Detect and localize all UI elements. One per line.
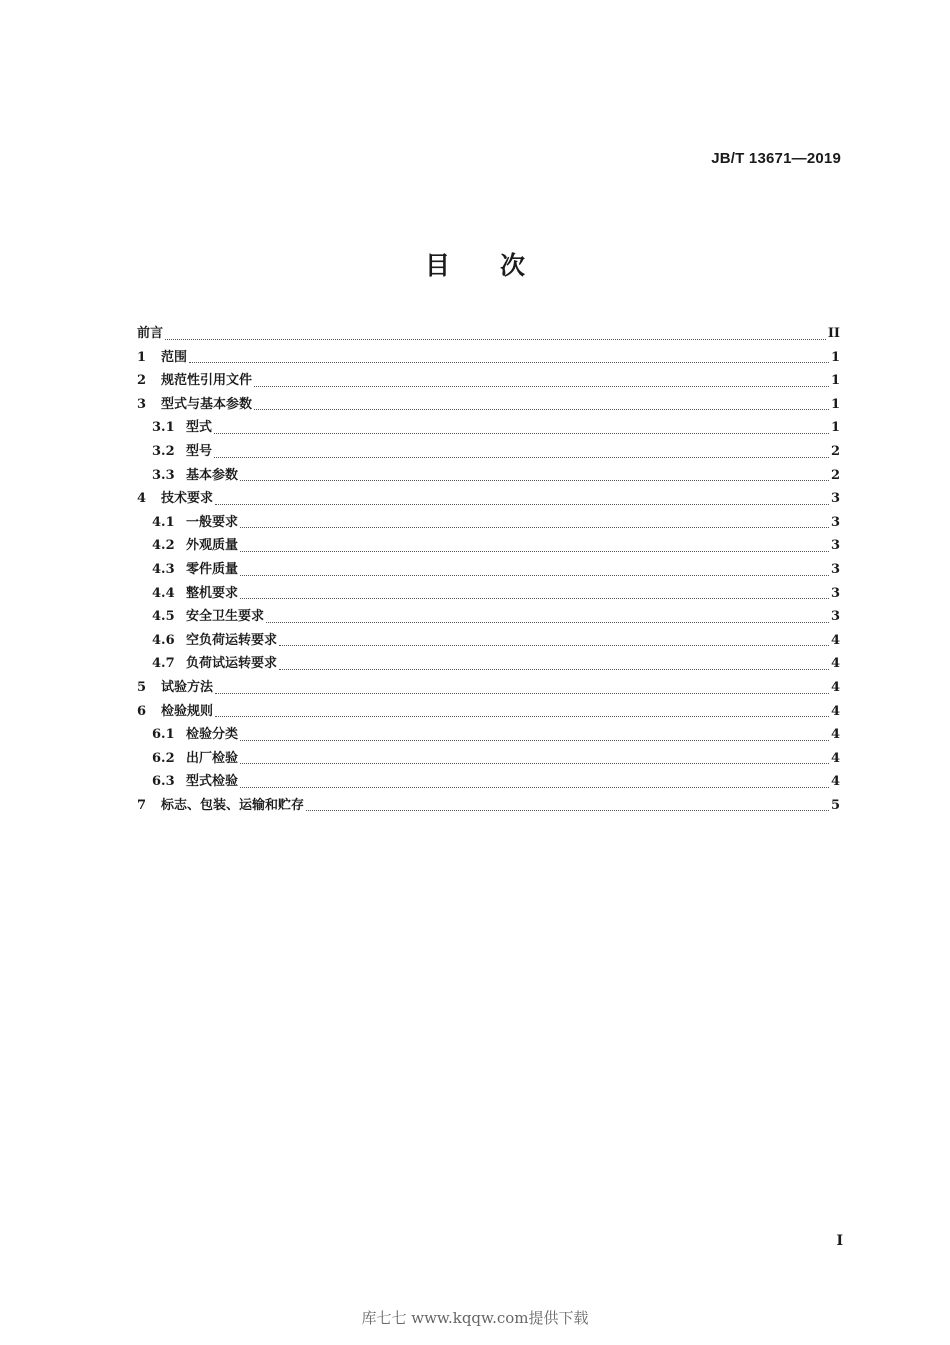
toc-entry[interactable] (137, 652, 840, 676)
toc-entry-number: 4 (137, 491, 147, 507)
toc-entry-title: 安全卫生要求 (186, 609, 265, 625)
toc-entry-number: 7 (137, 797, 147, 813)
toc-entry[interactable] (137, 558, 840, 582)
toc-entry[interactable] (137, 346, 840, 370)
toc-entry-page: 4 (830, 679, 840, 695)
toc-dot-leader (240, 787, 829, 788)
toc-entry[interactable] (137, 464, 840, 488)
toc-entry-number: 6.3 (152, 774, 175, 790)
toc-entry-title: 检验规则 (161, 703, 214, 719)
toc-entry[interactable] (137, 700, 840, 724)
toc-entry[interactable] (137, 393, 840, 417)
toc-dot-leader (306, 810, 829, 811)
toc-entry-page: 4 (830, 774, 840, 790)
toc-entry-page: 3 (830, 585, 840, 601)
toc-entry[interactable] (137, 605, 840, 629)
toc-entry-title: 零件质量 (186, 561, 239, 577)
toc-entry-page: 3 (830, 561, 840, 577)
toc-entry[interactable] (137, 676, 840, 700)
toc-dot-leader (254, 409, 829, 410)
toc-dot-leader (240, 575, 829, 576)
toc-entry-number: 3 (137, 396, 147, 412)
toc-entry-title: 基本参数 (186, 467, 239, 483)
toc-entry-number: 6.2 (152, 750, 175, 766)
toc-entry-title: 型式与基本参数 (161, 396, 253, 412)
toc-entry-title: 前言 (137, 326, 164, 341)
toc-entry[interactable] (137, 440, 840, 464)
toc-entry-page: 3 (830, 491, 840, 507)
toc-dot-leader (254, 386, 829, 387)
page-title: 目次 (424, 251, 575, 280)
toc-entry-number: 2 (137, 373, 147, 389)
toc-entry-page: 1 (830, 349, 840, 365)
toc-entry-number: 3.3 (152, 467, 175, 483)
toc-dot-leader (240, 480, 829, 481)
standard-code: JB/T 13671—2019 (711, 150, 841, 167)
toc-entry-number: 5 (137, 679, 147, 695)
toc-dot-leader (279, 669, 829, 670)
toc-entry[interactable] (137, 416, 840, 440)
toc-entry-page: 3 (830, 514, 840, 530)
toc-entry-title: 出厂检验 (186, 750, 239, 766)
toc-dot-leader (240, 527, 829, 528)
toc-entry-page: 4 (830, 656, 840, 672)
toc-entry-number: 4.7 (152, 656, 175, 672)
toc-entry-page: 1 (830, 373, 840, 389)
toc-dot-leader (240, 551, 829, 552)
page-number: I (836, 1233, 843, 1249)
toc-entry[interactable] (137, 534, 840, 558)
toc-entry-number: 4.6 (152, 632, 175, 648)
toc-entry-title: 负荷试运转要求 (186, 656, 278, 672)
toc-entry-page: 2 (830, 467, 840, 483)
toc-entry-title: 型式检验 (186, 774, 239, 790)
toc-entry-page: 1 (830, 396, 840, 412)
footer-watermark: 库七七 www.kqqw.com提供下载 (361, 1309, 589, 1327)
toc-entry-title: 空负荷运转要求 (186, 632, 278, 648)
toc-dot-leader (266, 622, 829, 623)
toc-entry-number: 4.4 (152, 585, 175, 601)
toc-dot-leader (165, 339, 826, 340)
toc-dot-leader (214, 457, 829, 458)
toc-entry-title: 标志、包装、运输和贮存 (161, 797, 305, 813)
toc-entry-title: 检验分类 (186, 727, 239, 743)
toc-entry-page: II (827, 326, 840, 341)
toc-dot-leader (240, 763, 829, 764)
toc-entry-title: 外观质量 (186, 538, 239, 554)
toc-entry-title: 试验方法 (161, 679, 214, 695)
toc-entry[interactable] (137, 582, 840, 606)
toc-entry-page: 4 (830, 703, 840, 719)
toc-entry-page: 1 (830, 420, 840, 436)
toc-entry-number: 3.1 (152, 420, 175, 436)
toc-dot-leader (215, 504, 829, 505)
toc-entry[interactable] (137, 723, 840, 747)
toc-entry-number: 6.1 (152, 727, 175, 743)
toc-entry[interactable] (137, 770, 840, 794)
toc-entry-title: 技术要求 (161, 491, 214, 507)
toc-entry[interactable] (137, 794, 840, 818)
table-of-contents (137, 322, 840, 817)
toc-entry-page: 3 (830, 538, 840, 554)
toc-dot-leader (215, 716, 829, 717)
toc-entry-number: 4.5 (152, 609, 175, 625)
toc-entry-title: 型号 (186, 443, 213, 459)
toc-entry-number: 4.2 (152, 538, 175, 554)
toc-entry[interactable] (137, 629, 840, 653)
toc-entry-number: 1 (137, 349, 147, 365)
toc-entry-number: 3.2 (152, 443, 175, 459)
toc-entry-page: 4 (830, 727, 840, 743)
toc-dot-leader (279, 645, 829, 646)
toc-entry-title: 型式 (186, 420, 213, 436)
toc-entry[interactable] (137, 322, 840, 346)
toc-entry-page: 4 (830, 632, 840, 648)
toc-dot-leader (240, 598, 829, 599)
toc-entry-number: 6 (137, 703, 147, 719)
toc-entry-page: 4 (830, 750, 840, 766)
toc-entry[interactable] (137, 487, 840, 511)
toc-dot-leader (214, 433, 829, 434)
toc-entry-page: 2 (830, 443, 840, 459)
toc-dot-leader (189, 362, 829, 363)
toc-entry-number: 4.3 (152, 561, 175, 577)
toc-entry[interactable] (137, 369, 840, 393)
toc-entry-title: 一般要求 (186, 514, 239, 530)
toc-entry[interactable] (137, 511, 840, 535)
toc-entry-number: 4.1 (152, 514, 175, 530)
toc-entry-title: 规范性引用文件 (161, 373, 253, 389)
toc-entry[interactable] (137, 747, 840, 771)
toc-entry-title: 整机要求 (186, 585, 239, 601)
toc-dot-leader (215, 693, 829, 694)
toc-entry-page: 5 (830, 797, 840, 813)
toc-entry-page: 3 (830, 609, 840, 625)
toc-entry-title: 范围 (161, 349, 188, 365)
toc-dot-leader (240, 740, 829, 741)
